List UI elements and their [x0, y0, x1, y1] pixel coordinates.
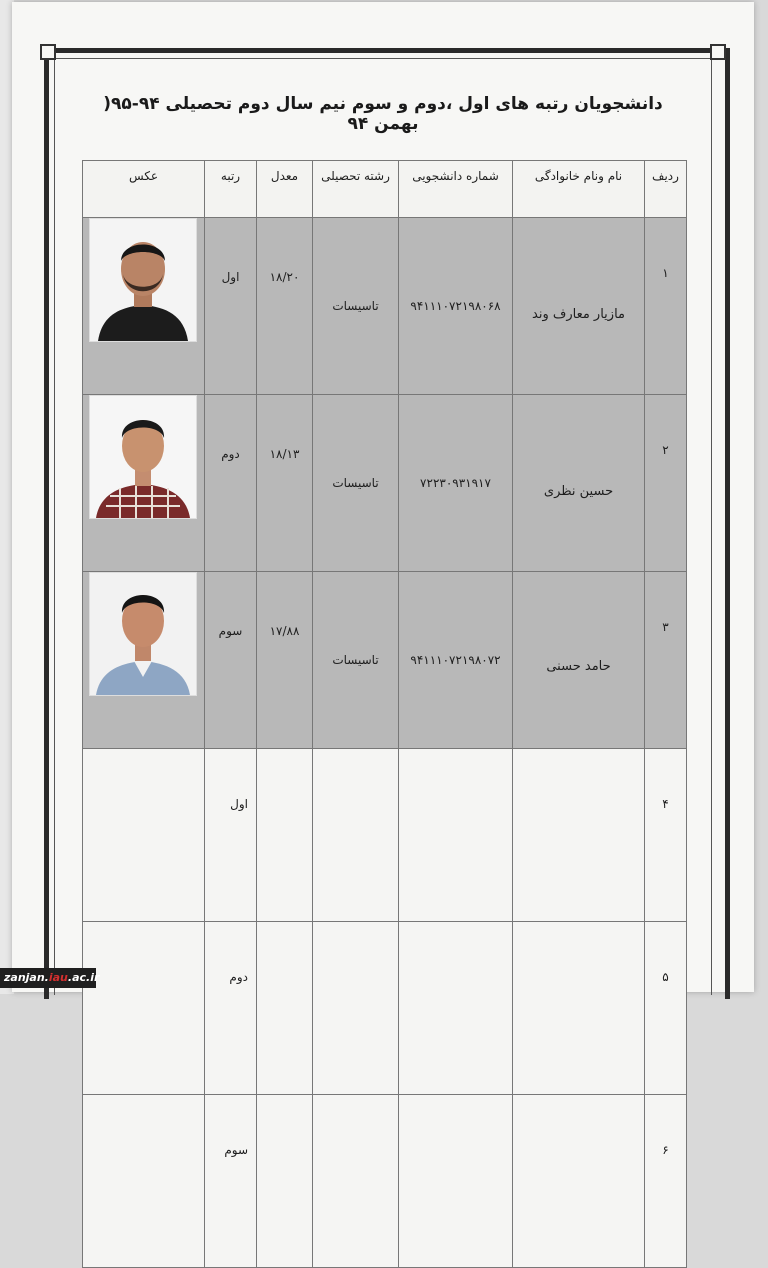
student-name	[513, 1095, 645, 1268]
person-portrait-icon	[90, 573, 196, 695]
student-name: مازیار معارف وند	[513, 218, 645, 395]
student-id: ۹۴۱۱۱۰۷۲۱۹۸۰۶۸	[399, 218, 513, 395]
page-title: دانشجویان رتبه های اول ،دوم و سوم نیم سال دوم تحصیلی ۹۴-۹۵( بهمن ۹۴	[103, 94, 663, 134]
site-watermark	[0, 968, 100, 988]
student-rank: سوم	[205, 572, 257, 749]
student-major: تاسیسات	[313, 218, 399, 395]
student-rank: اول	[205, 749, 257, 922]
student-rank: دوم	[205, 395, 257, 572]
table-row	[83, 218, 687, 395]
header-index: ردیف	[645, 161, 687, 218]
student-major	[313, 1095, 399, 1268]
student-major	[313, 922, 399, 1095]
table-row	[83, 572, 687, 749]
table-header-row	[83, 161, 687, 218]
student-photo	[89, 218, 197, 342]
table-row	[83, 395, 687, 572]
photo-cell	[83, 572, 205, 749]
row-index: ۴	[645, 749, 687, 922]
student-major: تاسیسات	[313, 395, 399, 572]
watermark-prefix: zanjan.	[4, 971, 49, 984]
student-id	[399, 922, 513, 1095]
row-index: ۲	[645, 395, 687, 572]
student-id	[399, 749, 513, 922]
student-name: حسین نظری	[513, 395, 645, 572]
photo-cell	[83, 749, 205, 922]
table-row	[83, 1095, 687, 1268]
header-gpa: معدل	[257, 161, 313, 218]
student-photo	[89, 572, 197, 696]
header-photo: عکس	[83, 161, 205, 218]
student-rank: سوم	[205, 1095, 257, 1268]
row-index: ۳	[645, 572, 687, 749]
table-row	[83, 749, 687, 922]
student-rank: اول	[205, 218, 257, 395]
header-rank: رتبه	[205, 161, 257, 218]
student-gpa: ۱۷/۸۸	[257, 572, 313, 749]
photo-cell	[83, 218, 205, 395]
student-name	[513, 749, 645, 922]
student-gpa	[257, 1095, 313, 1268]
photo-cell	[83, 1095, 205, 1268]
row-index: ۶	[645, 1095, 687, 1268]
watermark-suffix: .ac.ir	[67, 971, 100, 984]
student-name	[513, 922, 645, 1095]
header-student-id: شماره دانشجویی	[399, 161, 513, 218]
student-gpa: ۱۸/۲۰	[257, 218, 313, 395]
row-index: ۱	[645, 218, 687, 395]
frame-corner-ornament	[40, 44, 56, 60]
person-portrait-icon	[90, 396, 196, 518]
student-gpa: ۱۸/۱۳	[257, 395, 313, 572]
student-major	[313, 749, 399, 922]
frame-corner-ornament	[710, 44, 726, 60]
student-id	[399, 1095, 513, 1268]
photo-cell	[83, 395, 205, 572]
header-major: رشته تحصیلی	[313, 161, 399, 218]
student-gpa	[257, 749, 313, 922]
student-name: حامد حسنی	[513, 572, 645, 749]
student-photo	[89, 395, 197, 519]
photo-cell	[83, 922, 205, 1095]
person-portrait-icon	[90, 219, 196, 341]
row-index: ۵	[645, 922, 687, 1095]
header-name: نام ونام خانوادگی	[513, 161, 645, 218]
student-id: ۷۲۲۳۰۹۳۱۹۱۷	[399, 395, 513, 572]
student-major: تاسیسات	[313, 572, 399, 749]
student-gpa	[257, 922, 313, 1095]
student-rank: دوم	[205, 922, 257, 1095]
watermark-accent: iau	[48, 971, 68, 984]
ranking-table	[82, 160, 687, 1268]
table-row	[83, 922, 687, 1095]
student-id: ۹۴۱۱۱۰۷۲۱۹۸۰۷۲	[399, 572, 513, 749]
